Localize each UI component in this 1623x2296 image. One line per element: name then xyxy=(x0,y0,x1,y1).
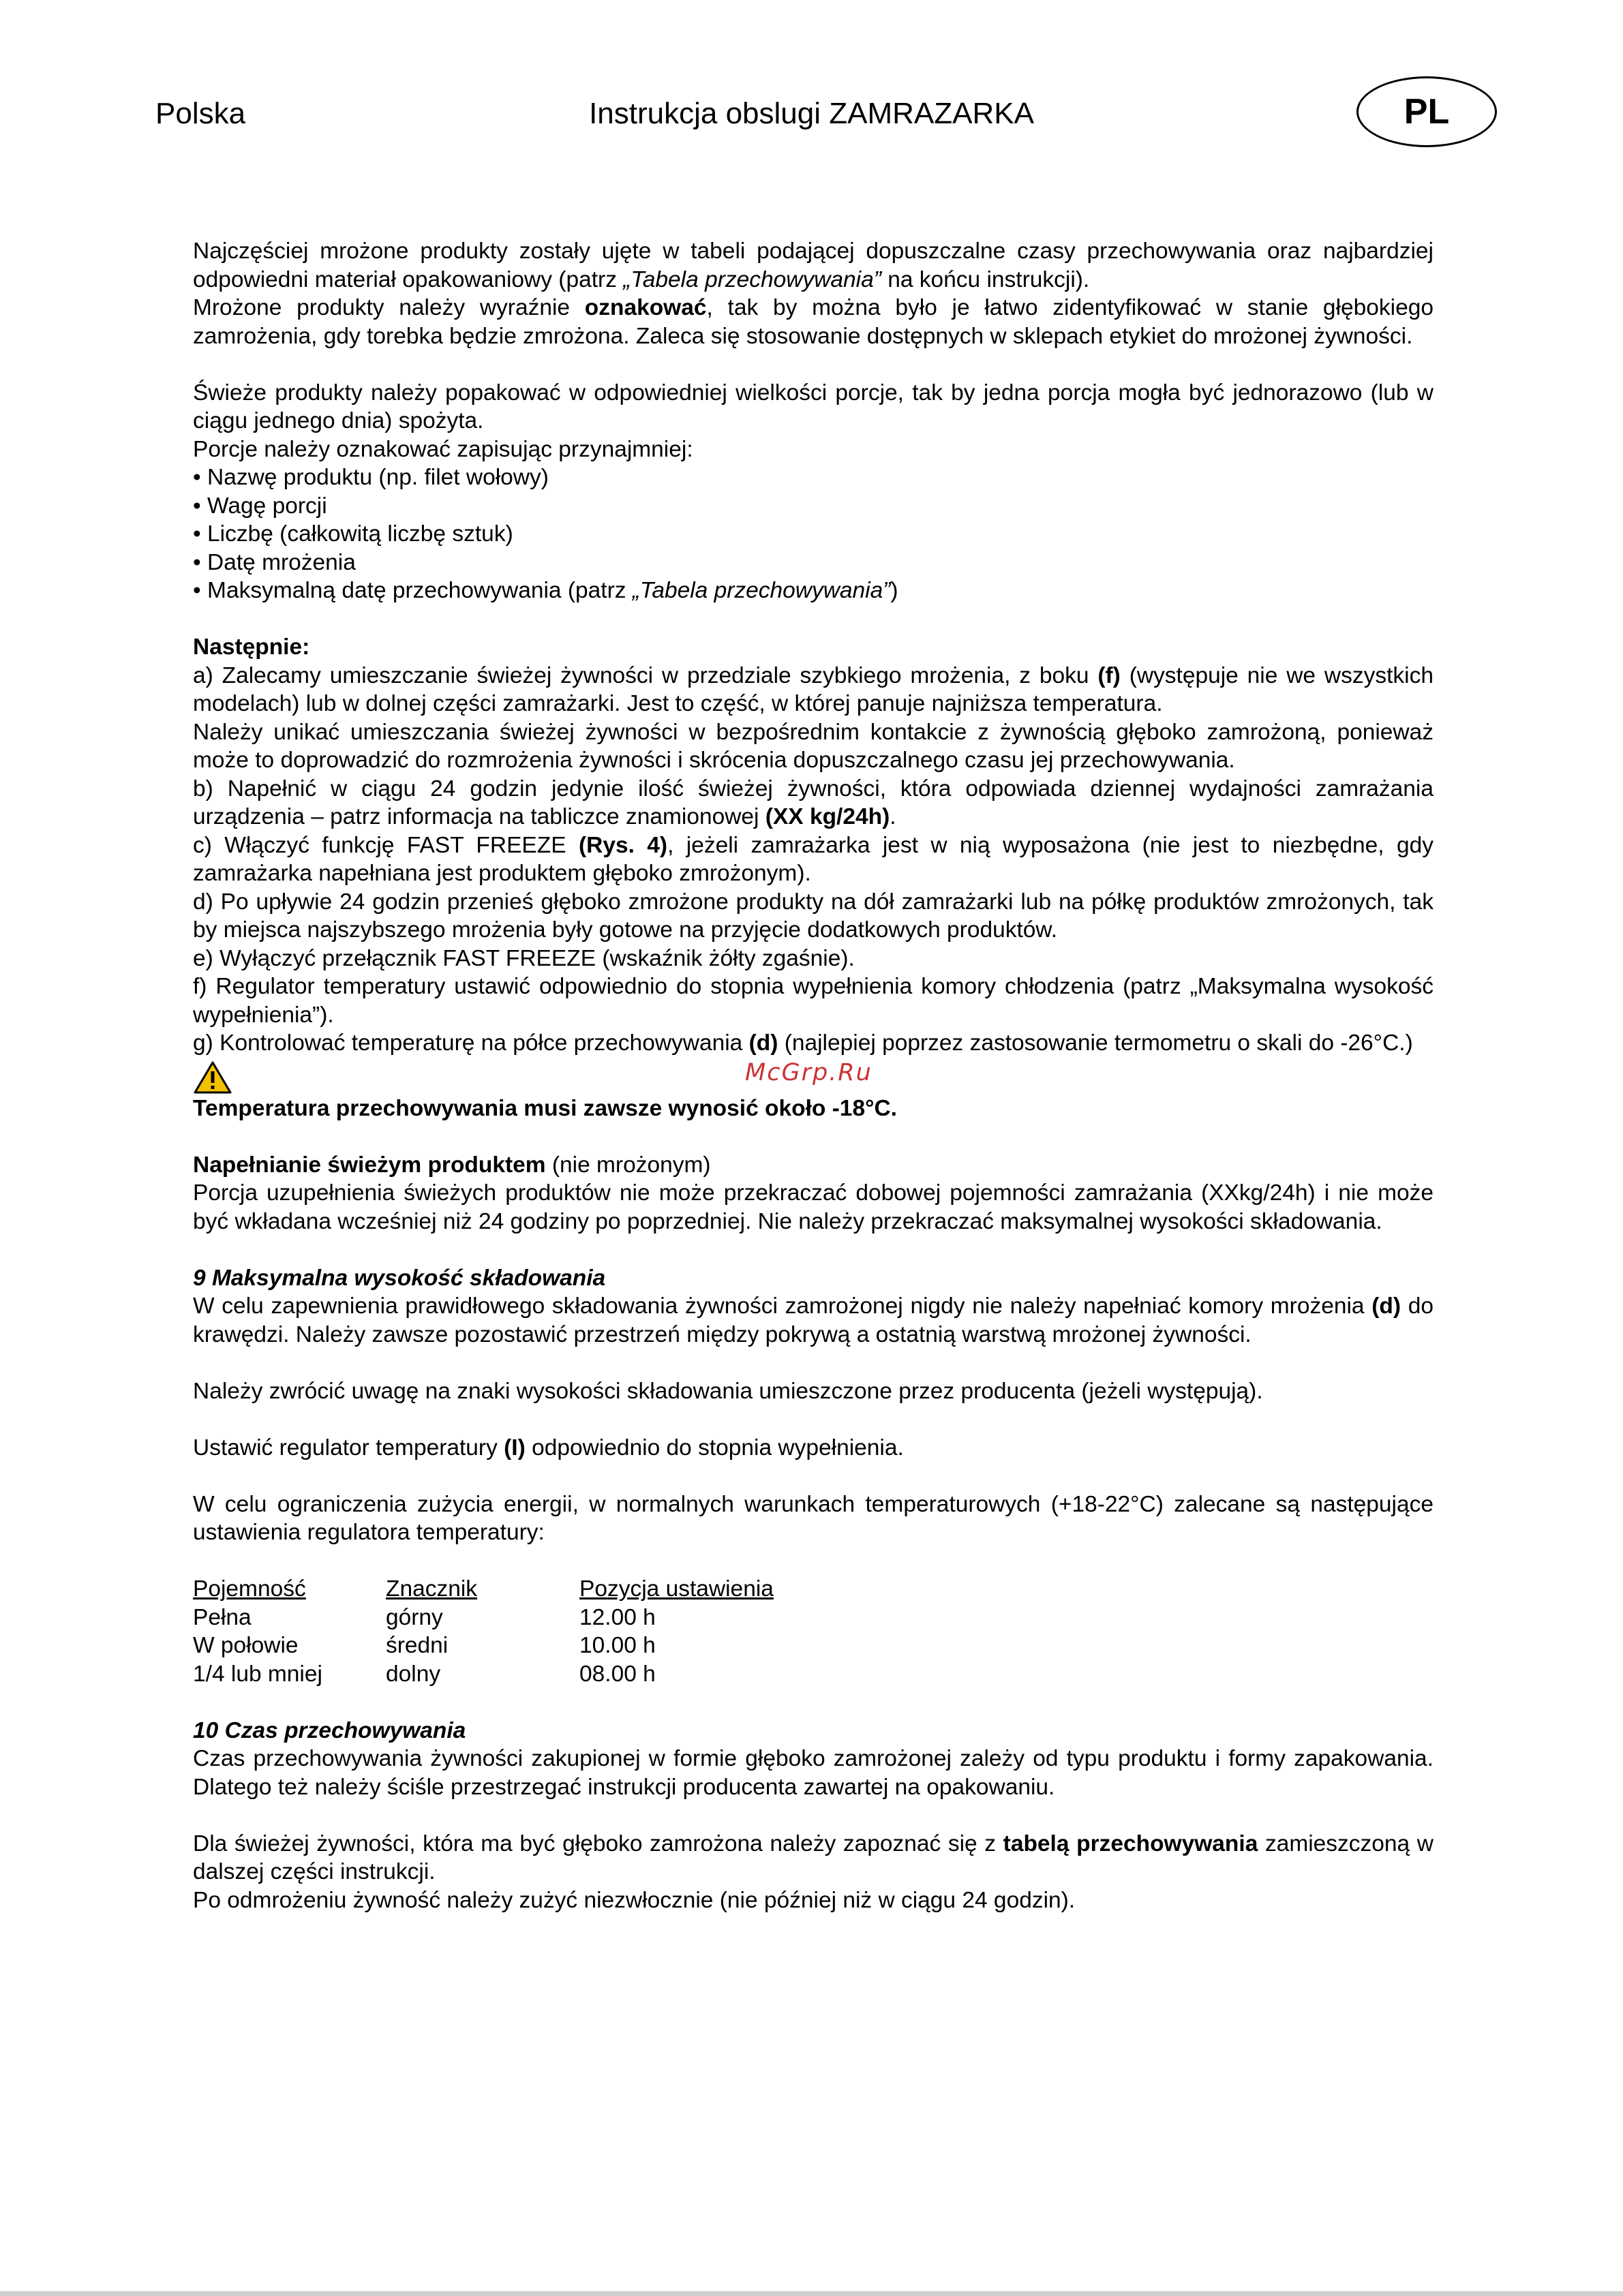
list-item: • Nazwę produktu (np. filet wołowy) xyxy=(193,465,549,490)
document-body xyxy=(193,237,1434,1914)
list-item: • Maksymalną datę przechowywania (patrz „Tabela przechowywania”) xyxy=(193,578,898,603)
warning-row xyxy=(193,1060,1434,1093)
table-row xyxy=(193,1604,774,1632)
settings-table xyxy=(193,1575,774,1688)
intro-paragraph-1: Najczęściej mrożone produkty zostały ujęte w tabeli podającej dopuszczalne czasy przechowywania oraz najbardziej odpowiedni materiał opakowaniowy (patrz „Tabela przechowywania” na końcu instrukcji). xyxy=(193,239,1434,292)
section-9-heading: 9 Maksymalna wysokość składowania xyxy=(193,1265,606,1291)
page-bottom-edge xyxy=(0,2291,1623,2296)
portions-paragraph: Świeże produkty należy popakować w odpowiedniej wielkości porcje, tak by jedna porcja mogła być jednorazowo (lub w ciągu jednego dnia) spożyta. xyxy=(193,380,1434,433)
step-b: b) Napełnić w ciągu 24 godzin jedynie ilość świeżej żywności, która odpowiada dziennej wydajności zamrażania urządzenia – patrz informacja na tabliczce znamionowej (XX kg/24h). xyxy=(193,776,1434,829)
table-cell: 08.00 h xyxy=(579,1661,656,1687)
fresh-fill-heading: Napełnianie świeżym produktem (nie mrożonym) xyxy=(193,1152,711,1178)
section-9-paragraph-1: W celu zapewnienia prawidłowego składowania żywności zamrożonej nigdy nie należy napełniać komory mrożenia (d) do krawędzi. Należy zawsze pozostawić przestrzeń między pokrywą a ostatnią warstwą mrożonej żywności. xyxy=(193,1294,1434,1347)
table-cell: 10.00 h xyxy=(579,1633,656,1658)
step-a-note: Należy unikać umieszczania świeżej żywności w bezpośrednim kontakcie z żywnością głęboko zamrożoną, ponieważ może to doprowadzić do rozmrożenia żywności i skrócenia dopuszczalnego czasu jej przechowywania. xyxy=(193,719,1434,773)
table-header-row xyxy=(193,1575,774,1604)
section-10-paragraph-3: Po odmrożeniu żywność należy zużyć niezwłocznie (nie później niż w ciągu 24 godzin). xyxy=(193,1887,1076,1913)
step-g: g) Kontrolować temperaturę na półce przechowywania (d) (najlepiej poprzez zastosowanie termometru o skali do -26°C.) xyxy=(193,1030,1413,1056)
section-9-paragraph-2: Należy zwrócić uwagę na znaki wysokości składowania umieszczone przez producenta (jeżeli występują). xyxy=(193,1378,1263,1404)
list-item: • Liczbę (całkowitą liczbę sztuk) xyxy=(193,521,513,547)
intro-paragraph-2: Mrożone produkty należy wyraźnie oznakować, tak by można było je łatwo zidentyfikować w stanie głębokiego zamrożenia, gdy torebka będzie zmrożona. Zaleca się stosowanie dostępnych w sklepach etykiet do mrożonej żywności. xyxy=(193,295,1434,349)
table-cell: Pełna xyxy=(193,1604,252,1630)
table-header: Pojemność xyxy=(193,1576,306,1602)
section-10-heading: 10 Czas przechowywania xyxy=(193,1717,466,1743)
section-10-paragraph-1: Czas przechowywania żywności zakupionej w formie głęboko zamrożonej zależy od typu produktu i formy zapakowania. Dlatego też należy ściśle przestrzegać instrukcji producenta zawartej na opakowaniu. xyxy=(193,1746,1434,1800)
language-badge: PL xyxy=(1356,76,1497,147)
table-cell: 1/4 lub mniej xyxy=(193,1661,322,1687)
portions-label-intro: Porcje należy oznakować zapisując przynajmniej: xyxy=(193,436,693,462)
table-row xyxy=(193,1632,774,1660)
step-d: d) Po upływie 24 godzin przenieś głęboko zmrożone produkty na dół zamrażarki lub na półkę produktów zmrożonych, tak by miejsca najszybszego mrożenia były gotowe na przyjęcie dodatkowych produktów. xyxy=(193,889,1434,943)
section-9-paragraph-3: Ustawić regulator temperatury (I) odpowiednio do stopnia wypełnienia. xyxy=(193,1435,904,1460)
table-cell: 12.00 h xyxy=(579,1604,656,1630)
section-10-paragraph-2: Dla świeżej żywności, która ma być głęboko zamrożona należy zapoznać się z tabelą przechowywania zamieszczoną w dalszej części instrukcji. xyxy=(193,1831,1434,1884)
table-cell: W połowie xyxy=(193,1633,299,1658)
step-c: c) Włączyć funkcję FAST FREEZE (Rys. 4), jeżeli zamrażarka jest w nią wyposażona (nie jest to niezbędne, gdy zamrażarka napełniana jest produktem głęboko zmrożonym). xyxy=(193,832,1434,886)
table-header: Pozycja ustawienia xyxy=(579,1576,774,1602)
step-f: f) Regulator temperatury ustawić odpowiednio do stopnia wypełnienia komory chłodzenia (patrz „Maksymalna wysokość wypełnienia”). xyxy=(193,974,1434,1028)
page-title: Instrukcja obslugi ZAMRAZARKA xyxy=(589,97,1034,130)
header-language: Polska xyxy=(155,97,246,130)
list-item: • Datę mrożenia xyxy=(193,549,356,575)
warning-text: Temperatura przechowywania musi zawsze wynosić około -18°C. xyxy=(193,1095,897,1121)
table-cell: górny xyxy=(386,1604,443,1630)
table-header: Znacznik xyxy=(386,1576,478,1602)
watermark: McGrp.Ru xyxy=(745,1058,873,1086)
table-row xyxy=(193,1660,774,1689)
next-steps-heading: Następnie: xyxy=(193,634,310,660)
step-e: e) Wyłączyć przełącznik FAST FREEZE (wskaźnik żółty zgaśnie). xyxy=(193,945,855,971)
list-item: • Wagę porcji xyxy=(193,493,327,519)
step-a: a) Zalecamy umieszczanie świeżej żywności w przedziale szybkiego mrożenia, z boku (f) (występuje nie we wszystkich modelach) lub w dolnej części zamrażarki. Jest to część, w której panuje najniższa temperatura. xyxy=(193,662,1434,716)
section-9-paragraph-4: W celu ograniczenia zużycia energii, w normalnych warunkach temperaturowych (+18-22°C) zalecane są następujące ustawienia regulatora temperatury: xyxy=(193,1491,1434,1545)
table-cell: średni xyxy=(386,1633,449,1658)
fresh-fill-text: Porcja uzupełnienia świeżych produktów nie może przekraczać dobowej pojemności zamrażania (XXkg/24h) i nie może być wkładana wcześniej niż 24 godziny po poprzedniej. Nie należy przekraczać maksymalnej wysokości składowania. xyxy=(193,1180,1434,1234)
table-cell: dolny xyxy=(386,1661,441,1687)
warning-icon xyxy=(193,1060,232,1095)
